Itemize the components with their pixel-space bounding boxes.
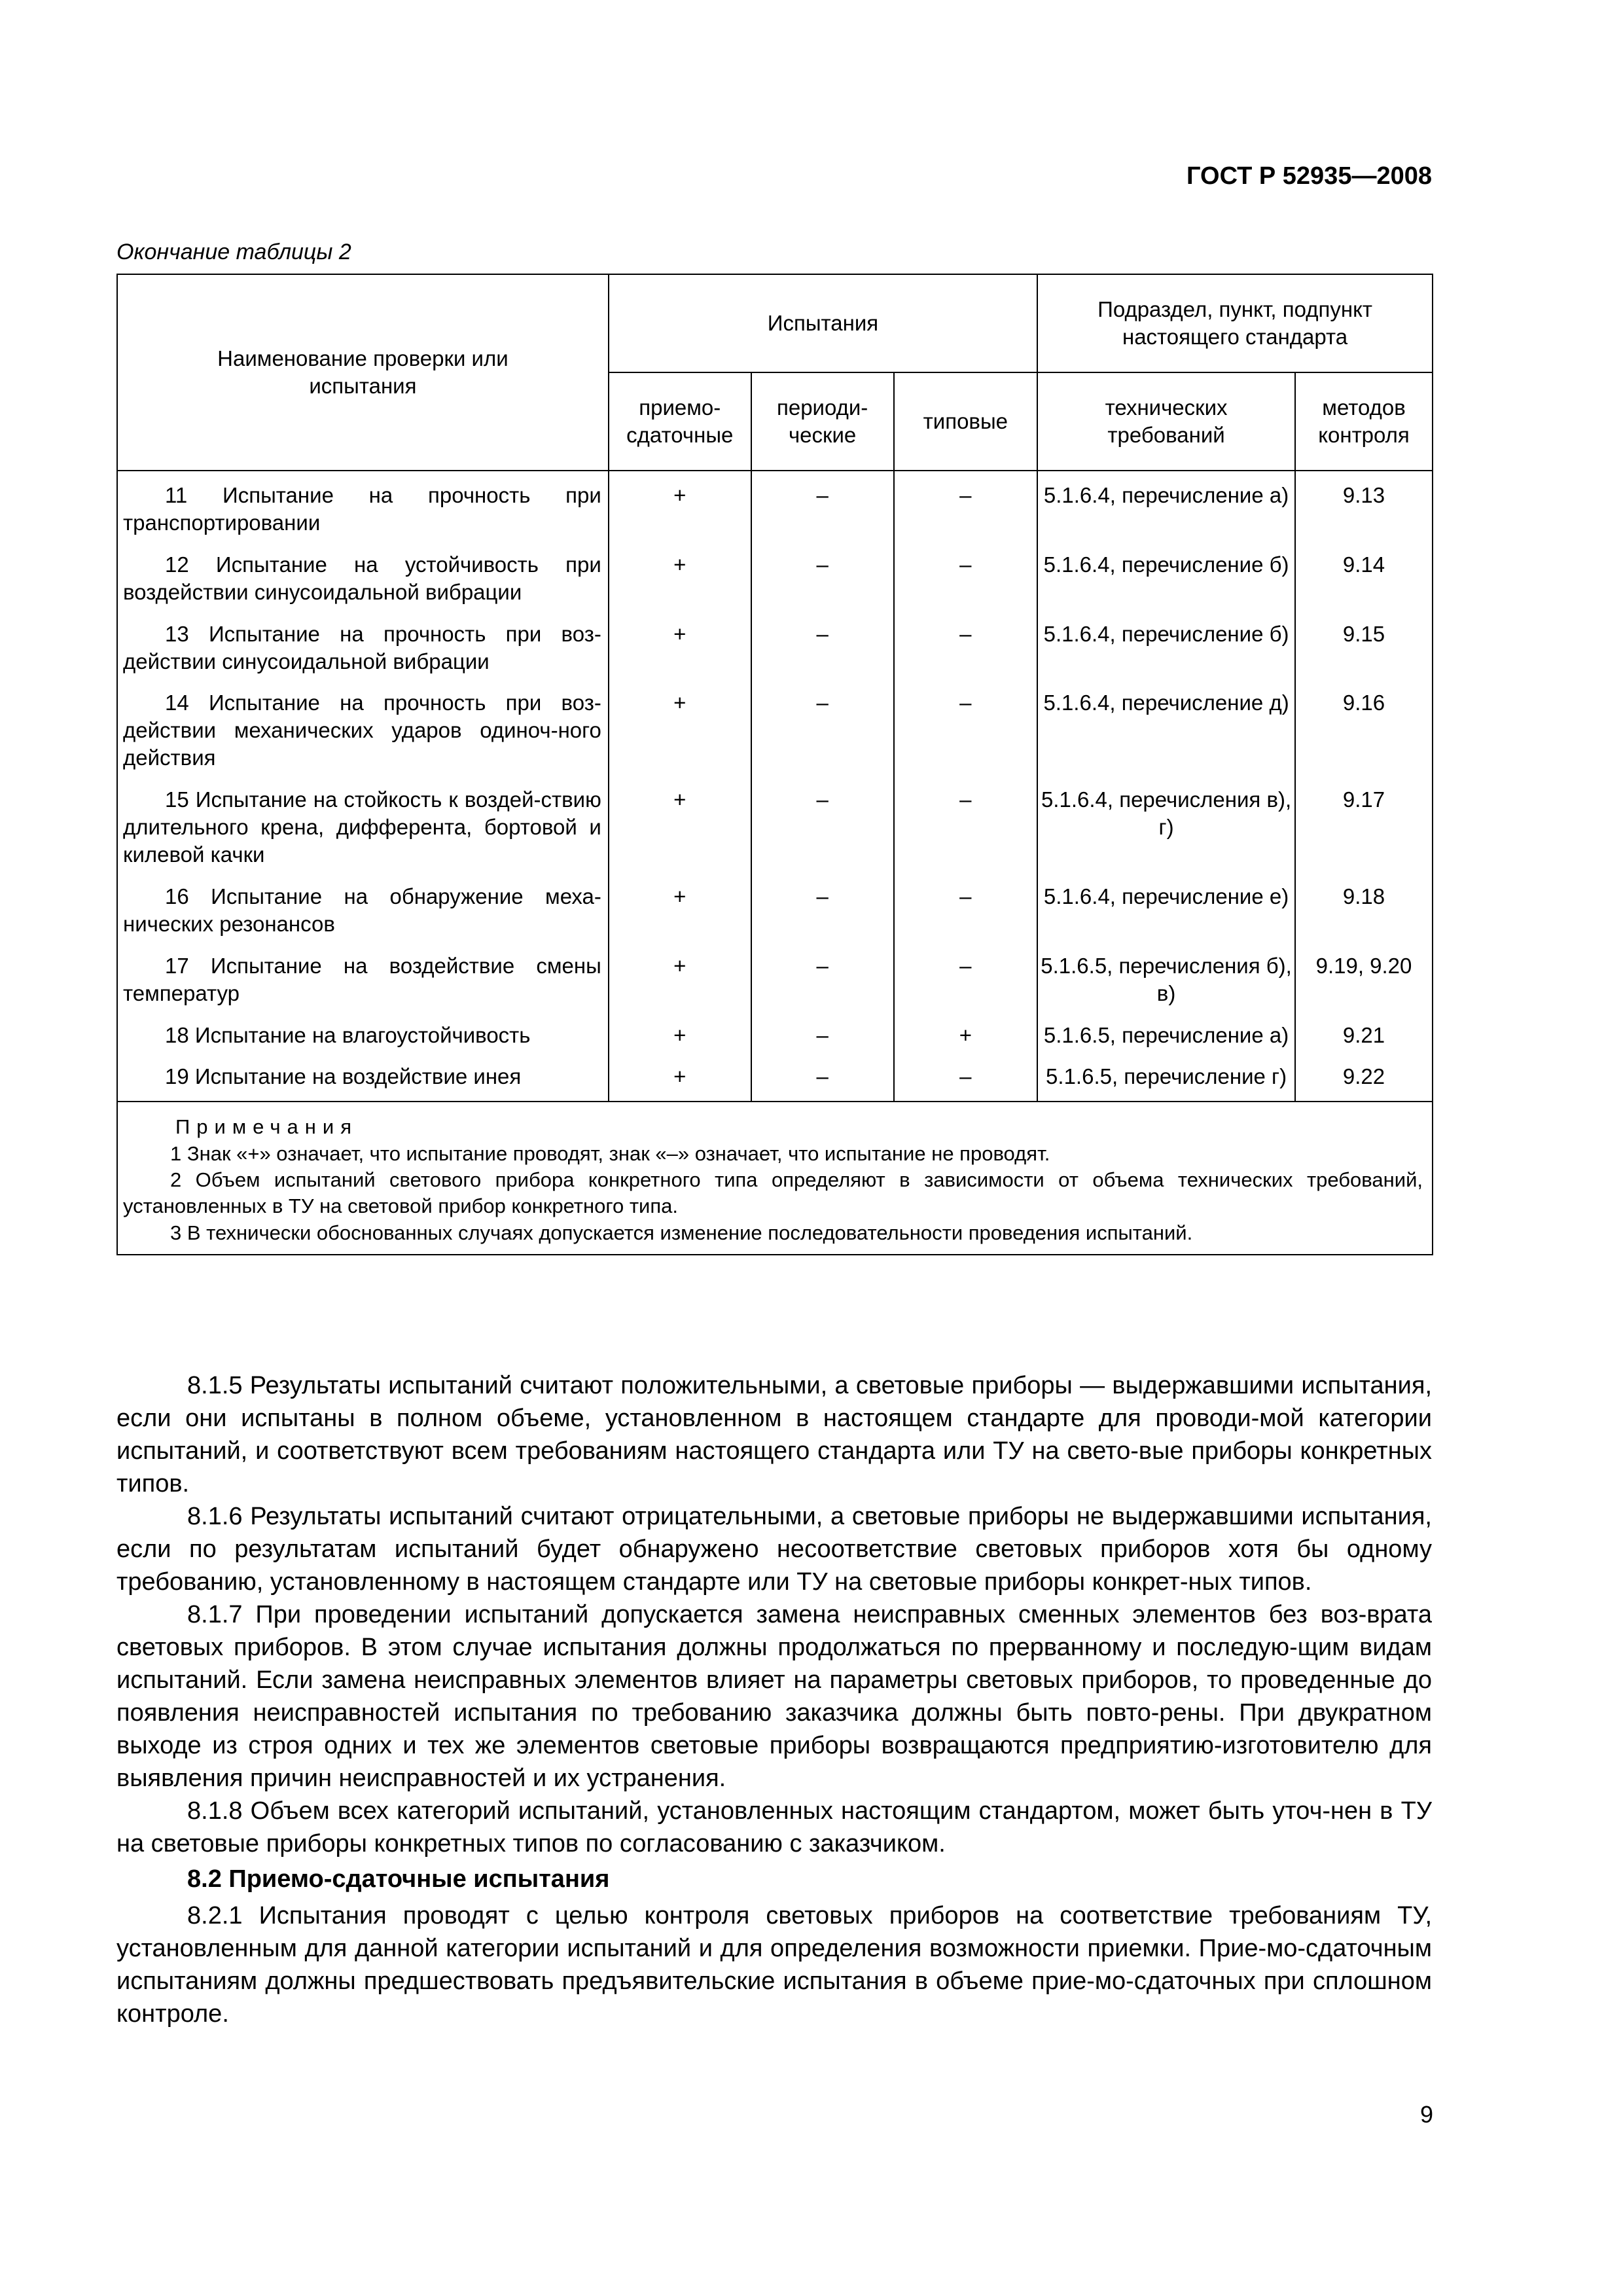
page-number: 9 [1419, 2101, 1433, 2128]
control-cell: 9.15 [1295, 617, 1433, 686]
periodic-cell: – [751, 782, 894, 879]
periodic-cell: – [751, 1018, 894, 1060]
type-cell: – [894, 617, 1038, 686]
note-3: 3 В технически обоснованных случаях допускается изменение последовательности проведения испытаний. [170, 1221, 1193, 1244]
table-row [117, 547, 1433, 617]
col-header-periodic: периоди-ческие [751, 372, 894, 471]
note-2: 2 Объем испытаний светового прибора конкретного типа определяют в зависимости от объема технических требований, установленных в ТУ на световой прибор конкретного типа. [123, 1168, 1423, 1218]
table-row [117, 685, 1433, 782]
table-row [117, 948, 1433, 1018]
acceptance-cell: + [609, 617, 751, 686]
test-name-cell: 13 Испытание на прочность при воз-действии синусоидальной вибрации [117, 617, 609, 686]
test-name-cell: 19 Испытание на воздействие инея [117, 1059, 609, 1102]
paragraph-8-1-8: 8.1.8 Объем всех категорий испытаний, установленных настоящим стандартом, может быть уточ-нен в ТУ на световые приборы конкретных типов по согласованию с заказчиком. [116, 1797, 1432, 1857]
paragraph-8-1-6: 8.1.6 Результаты испытаний считают отрицательными, а световые приборы не выдержавшими испытания, если по результатам испытаний будет обнаружено несоответствие световых приборов хотя бы одному требованию, установленному в настоящем стандарте или ТУ на световые приборы конкрет-ных типов. [116, 1503, 1432, 1596]
col-header-tech-req: технических требований [1037, 372, 1295, 471]
type-cell: – [894, 948, 1038, 1018]
tech-req-cell: 5.1.6.5, перечисление г) [1037, 1059, 1295, 1102]
periodic-cell: – [751, 1059, 894, 1102]
tech-req-cell: 5.1.6.5, перечисление а) [1037, 1018, 1295, 1060]
type-cell: – [894, 879, 1038, 948]
table-notes [117, 1102, 1433, 1254]
paragraph-8-2-1: 8.2.1 Испытания проводят с целью контроля световых приборов на соответствие требованиям ТУ, установленным для данной категории испытаний и для определения возможности приемки. Прие-мо-сдаточным испытаниям должны предшествовать предъявительские испытания в объеме прие-мо-сдаточных при сплошном контроле. [116, 1902, 1432, 2028]
section-heading-8-2: 8.2 Приемо-сдаточные испытания [187, 1865, 610, 1893]
control-cell: 9.21 [1295, 1018, 1433, 1060]
col-header-type: типовые [894, 372, 1038, 471]
col-header-section: Подраздел, пункт, подпункт настоящего стандарта [1037, 274, 1433, 372]
table-caption: Окончание таблицы 2 [116, 240, 351, 264]
control-cell: 9.14 [1295, 547, 1433, 617]
acceptance-cell: + [609, 1059, 751, 1102]
table-row [117, 1018, 1433, 1060]
periodic-cell: – [751, 879, 894, 948]
tech-req-cell: 5.1.6.4, перечисления в), г) [1037, 782, 1295, 879]
control-cell: 9.16 [1295, 685, 1433, 782]
paragraph-8-1-7: 8.1.7 При проведении испытаний допускается замена неисправных сменных элементов без воз-врата световых приборов. В этом случае испытания должны продолжаться по прерванному и последую-щим видам испытаний. Если замена неисправных элементов влияет на параметры световых приборов, то проведенные до появления неисправностей испытания по требованию заказчика должны быть повто-рены. При двукратном выходе из строя одних и тех же элементов световые приборы возвращаются предприятию-изготовителю для выявления причин неисправностей и их устранения. [116, 1601, 1432, 1792]
body-text [116, 1369, 1432, 2030]
acceptance-cell: + [609, 782, 751, 879]
note-1: 1 Знак «+» означает, что испытание проводят, знак «–» означает, что испытание не проводят. [170, 1141, 1050, 1165]
table-row [117, 1059, 1433, 1102]
table-row [117, 879, 1433, 948]
paragraph-8-1-5: 8.1.5 Результаты испытаний считают положительными, а световые приборы — выдержавшими испытания, если они испытаны в полном объеме, установленном в настоящем стандарте для проводи-мой категории испытаний, и соответствуют всем требованиям настоящего стандарта или ТУ на свето-вые приборы конкретных типов. [116, 1372, 1432, 1498]
test-name-cell: 11 Испытание на прочность при транспортировании [117, 478, 609, 547]
control-cell: 9.13 [1295, 478, 1433, 547]
control-cell: 9.18 [1295, 879, 1433, 948]
test-name-cell: 17 Испытание на воздействие смены температур [117, 948, 609, 1018]
test-name-cell: 18 Испытание на влагоустойчивость [117, 1018, 609, 1060]
test-name-cell: 16 Испытание на обнаружение меха-нических резонансов [117, 879, 609, 948]
type-cell: – [894, 478, 1038, 547]
table-row [117, 478, 1433, 547]
periodic-cell: – [751, 948, 894, 1018]
type-cell: – [894, 547, 1038, 617]
tech-req-cell: 5.1.6.4, перечисление д) [1037, 685, 1295, 782]
tech-req-cell: 5.1.6.4, перечисление а) [1037, 478, 1295, 547]
periodic-cell: – [751, 547, 894, 617]
type-cell: – [894, 1059, 1038, 1102]
periodic-cell: – [751, 685, 894, 782]
acceptance-cell: + [609, 879, 751, 948]
acceptance-cell: + [609, 1018, 751, 1060]
tests-table [116, 274, 1433, 1255]
type-cell: – [894, 685, 1038, 782]
control-cell: 9.19, 9.20 [1295, 948, 1433, 1018]
test-name-cell: 12 Испытание на устойчивость при воздействии синусоидальной вибрации [117, 547, 609, 617]
type-cell: – [894, 782, 1038, 879]
control-cell: 9.17 [1295, 782, 1433, 879]
acceptance-cell: + [609, 478, 751, 547]
tech-req-cell: 5.1.6.4, перечисление е) [1037, 879, 1295, 948]
tech-req-cell: 5.1.6.4, перечисление б) [1037, 547, 1295, 617]
col-header-acceptance: приемо-сдаточные [609, 372, 751, 471]
standard-code: ГОСТ Р 52935—2008 [1186, 162, 1432, 190]
table-row [117, 617, 1433, 686]
type-cell: + [894, 1018, 1038, 1060]
periodic-cell: – [751, 617, 894, 686]
col-header-tests: Испытания [609, 274, 1037, 372]
acceptance-cell: + [609, 948, 751, 1018]
acceptance-cell: + [609, 685, 751, 782]
test-name-cell: 14 Испытание на прочность при воз-действии механических ударов одиноч-ного действия [117, 685, 609, 782]
test-name-cell: 15 Испытание на стойкость к воздей-ствию длительного крена, дифферента, бортовой и килевой качки [117, 782, 609, 879]
tech-req-cell: 5.1.6.5, перечисления б), в) [1037, 948, 1295, 1018]
table-row [117, 782, 1433, 879]
acceptance-cell: + [609, 547, 751, 617]
col-header-control: методов контроля [1295, 372, 1433, 471]
periodic-cell: – [751, 478, 894, 547]
control-cell: 9.22 [1295, 1059, 1433, 1102]
col-header-name: Наименование проверки или испытания [117, 274, 609, 471]
notes-title: Примечания [175, 1115, 358, 1139]
tech-req-cell: 5.1.6.4, перечисление б) [1037, 617, 1295, 686]
